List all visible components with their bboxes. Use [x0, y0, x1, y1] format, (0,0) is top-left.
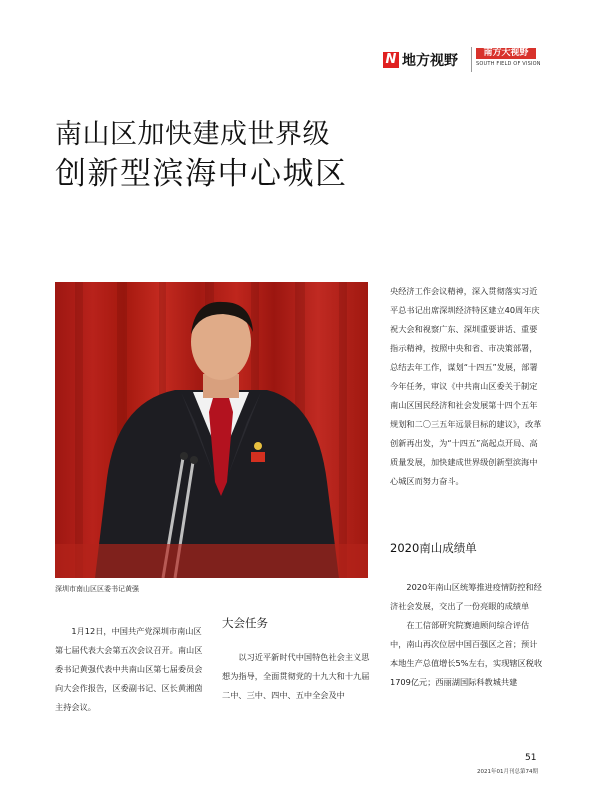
section-heading-congress-tasks: 大会任务 — [222, 616, 268, 630]
article-photo — [55, 282, 368, 578]
issue-info: 2021年01月刊总第74期 — [477, 769, 538, 775]
section-tag — [476, 48, 541, 67]
right-column-top-paragraph: 央经济工作会议精神，深入贯彻落实习近平总书记出席深圳经济特区建立40周年庆祝大会和视察广东、深圳重要讲话、重要指示精神，按照中央和省、市决策部署，总结去年工作，谋划“十四五”发展，部署今年任务，审议《中共南山区委关于制定南山区国民经济和社会发展第十四个五年规划和二〇三五年远景目标的建议》，改革创新再出发，为“十四五”高起点开局、高质量发展，加快建成世界级创新型滨海中心城区而努力奋斗。 — [390, 286, 542, 486]
right-column-paragraph-2: 在工信部研究院赛迪顾问综合评估中，南山再次位居中国百强区之首；预计本地生产总值增长5%左右，实现辖区税收1709亿元；西丽湖国际科教城共建 — [390, 620, 543, 687]
left-column-paragraph: 1月12日，中国共产党深圳市南山区第七届代表大会第五次会议召开。南山区委书记黄强代表中共南山区第七届委员会向大会作报告，区委副书记、区长黄湘茵主持会议。 — [55, 626, 203, 712]
section-tag-en: SOUTH FIELD OF VISION — [476, 61, 541, 67]
right-column-bottom — [390, 578, 545, 692]
article-title-line-1: 南山区加快建成世界级 — [55, 119, 330, 150]
brand-logo-icon: N — [383, 52, 399, 68]
brand-name: 地方视野 — [402, 53, 458, 69]
article-title-line-2: 创新型滨海中心城区 — [55, 156, 348, 192]
middle-column — [222, 615, 372, 705]
middle-column-paragraph: 以习近平新时代中国特色社会主义思想为指导，全面贯彻党的十九大和十九届二中、三中、四中、五中全会及中 — [222, 652, 370, 700]
section-heading-2020-results: 2020南山成绩单 — [390, 541, 477, 555]
page-number: 51 — [525, 753, 537, 763]
masthead-brand — [383, 50, 458, 70]
speaker-illustration — [55, 282, 368, 578]
photo-caption: 深圳市南山区区委书记黄强 — [55, 585, 139, 593]
right-column-paragraph-1: 2020年南山区统筹推进疫情防控和经济社会发展，交出了一份亮眼的成绩单 — [390, 582, 542, 611]
header-divider — [471, 47, 472, 72]
section-tag-cn: 南方大视野 — [476, 48, 536, 59]
